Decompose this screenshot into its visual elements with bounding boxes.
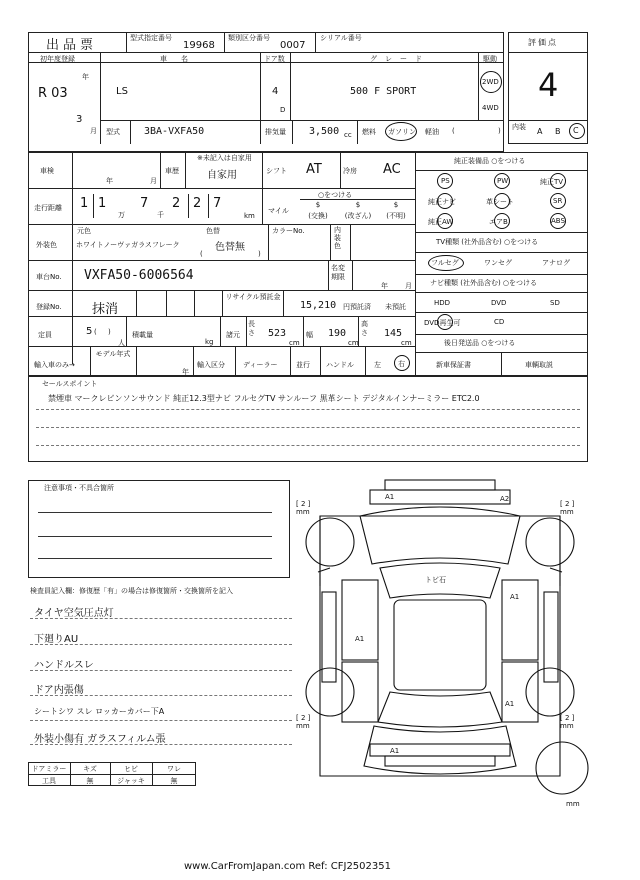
inspector-note-4: ドア内張傷 <box>34 685 84 696</box>
inspector-note-1: タイヤ空気圧点灯 <box>34 608 114 619</box>
mileage-circle-note: ○をつける <box>318 191 353 199</box>
doors-label: ドア数 <box>264 55 285 63</box>
color-paren-close: ) <box>258 250 261 258</box>
manual-item: 車輌取説 <box>525 361 553 369</box>
height-value: 145 <box>384 328 403 339</box>
mile-label: マイル <box>268 207 289 215</box>
category-number-label: 類別区分番号 <box>228 34 270 42</box>
fuel-label: 燃料 <box>362 128 376 136</box>
nav-hdd: HDD <box>434 299 451 307</box>
mileage-exchange: (交換) <box>308 212 328 220</box>
recycle-amount: 15,210 <box>300 300 337 311</box>
legend-tools-value: 無 <box>86 777 94 785</box>
tv-oneseg: ワンセグ <box>484 259 512 267</box>
legend-jack: ジャッキ <box>117 777 145 785</box>
after-ship-title: 後日発送品 ○をつける <box>444 339 516 347</box>
usage-note: ※未記入は自家用 <box>197 154 252 162</box>
steering-right: 右 <box>398 360 405 368</box>
equip-tv: 純正TV <box>540 178 564 186</box>
dimensions-label: 諸元 <box>226 331 240 339</box>
usage-value: 自家用 <box>207 170 237 181</box>
spare-tire-unit: mm <box>566 800 580 808</box>
import-dealer: ディーラー <box>243 361 278 369</box>
registration-label: 登録No. <box>36 303 62 311</box>
tire-depth-rear-right-value: 2 <box>564 714 570 722</box>
fuel-gasoline: ガソリン <box>388 128 416 136</box>
nav-type-title: ナビ種類 (社外品含む) ○をつける <box>430 279 538 287</box>
steering-left: 左 <box>374 361 381 369</box>
doors-value: 4 <box>272 86 279 97</box>
color-change-label: 色替 <box>206 227 220 235</box>
warranty-item: 新車保証書 <box>436 361 471 369</box>
nav-dvd: DVD <box>491 299 507 307</box>
model-code: 3BA-VXFA50 <box>144 126 205 137</box>
length-unit: cm <box>289 339 300 347</box>
score-value: 4 <box>538 66 559 104</box>
displacement-value: 3,500 <box>309 126 340 137</box>
fuel-paren-open: ( <box>452 127 455 135</box>
model-label: 型式 <box>106 128 120 136</box>
displacement-label: 排気量 <box>265 128 286 136</box>
score-label: 評価点 <box>528 38 558 47</box>
equip-pw: PW <box>497 177 509 185</box>
damage-mark-front: A1 <box>385 493 395 501</box>
notes-frame <box>28 480 290 578</box>
mileage-km-unit: km <box>244 212 255 220</box>
equip-abs: ABS <box>551 217 565 225</box>
serial-number-label: シリアル番号 <box>320 34 362 42</box>
first-registration-label: 初年度登録 <box>40 55 75 63</box>
tire-depth-front-left-unit: mm <box>296 508 310 516</box>
capacity-value: 5 <box>86 326 93 337</box>
tire-depth-front-left-value: 2 <box>300 500 306 508</box>
inspector-note-label: 検査員記入欄：修復歴「有」の場合は修復箇所・交換箇所を記入 <box>30 587 233 595</box>
sales-point-label: セールスポイント <box>42 380 98 388</box>
tv-fullseg: フルセグ <box>431 259 459 267</box>
equip-ps: PS <box>441 177 450 185</box>
drive-label: 駆動 <box>483 55 497 63</box>
mileage-digit-5: 2 <box>193 196 202 211</box>
nav-sd: SD <box>550 299 560 307</box>
footer-reference: www.CarFromJapan.com Ref: CFJ2502351 <box>184 861 391 872</box>
mileage-label: 走行距離 <box>34 204 62 212</box>
import-parallel: 並行 <box>296 361 310 369</box>
inspector-note-2: 下廻りAU <box>34 634 79 645</box>
mileage-digit-1: 1 <box>80 196 89 211</box>
sales-point-text: 禁煙車 マークレビンソンサウンド 純正12.3型ナビ フルセグTV サンルーフ 黒革シート デジタルインナーミラー ETC2.0 <box>48 394 480 403</box>
model-year-unit: 年 <box>182 368 189 376</box>
import-category-label: 輸入区分 <box>197 361 225 369</box>
grade-label: グレード <box>370 55 430 63</box>
sales-point-frame <box>28 376 588 462</box>
tire-depth-rear-left: [ 2 ] mm <box>296 714 311 730</box>
interior-grade-b: B <box>555 127 561 136</box>
first-registration-month: 3 <box>76 114 83 125</box>
exterior-color-value: ホワイトノーヴァガラスフレーク <box>76 241 180 249</box>
nav-cd: CD <box>494 318 505 326</box>
damage-mark-right-fender: A1 <box>510 593 520 601</box>
interior-grade-a: A <box>537 127 543 136</box>
ac-value: AC <box>383 162 401 177</box>
length-value: 523 <box>268 328 287 339</box>
color-change-value: 色替無 <box>215 242 245 253</box>
mileage-man-unit: 万 <box>118 211 125 219</box>
tv-analog: アナログ <box>542 259 570 267</box>
mileage-exchange-symbol: $ <box>315 201 321 209</box>
inspector-note-6: 外装小傷有 ガラスフィルム張 <box>34 734 166 745</box>
tire-depth-front-right-unit: mm <box>560 508 574 516</box>
capacity-unit: 人 <box>118 339 125 347</box>
shift-value: AT <box>306 162 322 177</box>
drive-2wd: 2WD <box>482 78 499 86</box>
model-year-label: モデル年式 <box>95 350 131 358</box>
load-unit: kg <box>205 338 214 346</box>
recycle-label: リサイクル預託金 <box>225 293 281 301</box>
fuel-diesel: 軽油 <box>425 128 439 136</box>
tire-depth-rear-right-unit: mm <box>560 722 574 730</box>
damage-mark-rear: A1 <box>390 747 400 755</box>
year-unit: 年 <box>82 73 89 81</box>
ac-label: 冷房 <box>343 167 357 175</box>
chassis-number: VXFA50-6006564 <box>84 268 194 283</box>
interior-color-label: 内装色 <box>334 226 341 250</box>
equip-aw: 純正AW <box>428 218 454 226</box>
inspection-year-unit: 年 <box>106 177 113 185</box>
tire-depth-front-right-value: 2 <box>564 500 570 508</box>
mileage-digit-6: 7 <box>213 196 222 211</box>
drive-4wd: 4WD <box>482 104 499 112</box>
mileage-sen-unit: 千 <box>157 211 164 219</box>
fuel-paren-close: ) <box>498 127 501 135</box>
capacity-paren-open: ( <box>94 328 97 336</box>
exterior-color-label: 外装色 <box>36 241 57 249</box>
tire-depth-rear-left-value: 2 <box>300 714 306 722</box>
tire-depth-rear-right: [ 2 ] mm <box>560 714 575 730</box>
grade-value: 500 F SPORT <box>350 86 417 97</box>
equipment-title: 純正装備品 ○をつける <box>454 157 526 165</box>
registration-value: 抹消 <box>92 302 119 317</box>
recycle-not-deposited: 未預託 <box>385 303 406 311</box>
steering-label: ハンドル <box>326 361 354 369</box>
width-unit: cm <box>348 339 359 347</box>
length-label: 長さ <box>248 320 255 337</box>
model-number-label: 型式指定番号 <box>130 34 172 42</box>
name-change-month: 月 <box>405 282 412 290</box>
mileage-unknown-symbol: $ <box>393 201 399 209</box>
first-registration-era: R 03 <box>38 86 68 101</box>
legend-header-mirror: ドアミラー <box>31 765 67 773</box>
chassis-label: 車台No. <box>36 273 62 281</box>
color-number-label: カラーNo. <box>272 227 305 235</box>
car-damage-diagram <box>290 476 590 816</box>
inspection-label: 車検 <box>40 167 54 175</box>
mileage-unknown: (不明) <box>386 212 406 220</box>
damage-mark-right-rear: A1 <box>505 700 515 708</box>
width-label: 幅 <box>306 331 313 339</box>
color-paren-open: ( <box>200 250 203 258</box>
equip-leather: 革シート <box>486 198 514 206</box>
nav-dvd-playback: DVD再生可 <box>424 319 461 327</box>
name-change-year: 年 <box>381 282 388 290</box>
shift-label: シフト <box>266 167 287 175</box>
mileage-altered: (改ざん) <box>344 212 372 220</box>
interior-label: 内装 <box>512 123 526 131</box>
equip-nav: 純正ナビ <box>428 198 456 206</box>
inspection-month-unit: 月 <box>150 177 157 185</box>
equip-sr: SR <box>553 197 563 205</box>
height-label: 高さ <box>361 320 368 337</box>
damage-mark-left-door: A1 <box>355 635 365 643</box>
damage-mark-front-right: A2 <box>500 495 510 503</box>
cc-unit: cc <box>344 131 352 139</box>
category-number-value: 0007 <box>280 40 306 51</box>
equip-airbag: エアB <box>489 218 508 226</box>
height-unit: cm <box>401 339 412 347</box>
sheet-title: 出品票 <box>46 38 98 53</box>
inspector-note-3: ハンドルスレ <box>34 660 94 671</box>
original-color-label: 元色 <box>77 227 91 235</box>
mileage-digit-3: 7 <box>140 196 149 211</box>
damage-mark-windshield: トビ石 <box>425 576 446 584</box>
legend-header-scratch: キズ <box>83 765 97 773</box>
usage-label: 車歴 <box>165 167 179 175</box>
tv-type-title: TV種類 (社外品含む) ○をつける <box>436 238 539 246</box>
capacity-label: 定員 <box>38 331 52 339</box>
door-suffix: D <box>280 106 286 114</box>
mileage-digit-4: 2 <box>172 196 181 211</box>
tire-depth-front-right: [ 2 ] mm <box>560 500 575 516</box>
notes-label: 注意事項・不具合箇所 <box>44 484 114 492</box>
legend-tools: 工具 <box>42 777 56 785</box>
interior-grade-c: C <box>573 126 579 135</box>
month-unit: 月 <box>90 127 97 135</box>
mileage-altered-symbol: $ <box>355 201 361 209</box>
capacity-paren-close: ) <box>108 328 111 336</box>
name-change-label: 名変期限 <box>331 264 345 281</box>
tire-depth-rear-left-unit: mm <box>296 722 310 730</box>
width-value: 190 <box>328 328 347 339</box>
import-only-label: 輸入車のみ→ <box>34 361 75 369</box>
inspector-note-5: シートシワ スレ ロッカーカバー下A <box>34 707 165 716</box>
legend-jack-value: 無 <box>170 777 178 785</box>
legend-header-crack: ヒビ <box>124 765 138 773</box>
mileage-digit-2: 1 <box>98 196 107 211</box>
recycle-unit: 円預託済 <box>343 303 371 311</box>
legend-header-break: ワレ <box>167 765 181 773</box>
tire-depth-front-left: [ 2 ] mm <box>296 500 311 516</box>
car-name-value: LS <box>116 86 128 97</box>
load-label: 積載量 <box>132 331 153 339</box>
model-number-value: 19968 <box>183 40 215 51</box>
car-name-label: 車名 <box>160 55 202 63</box>
